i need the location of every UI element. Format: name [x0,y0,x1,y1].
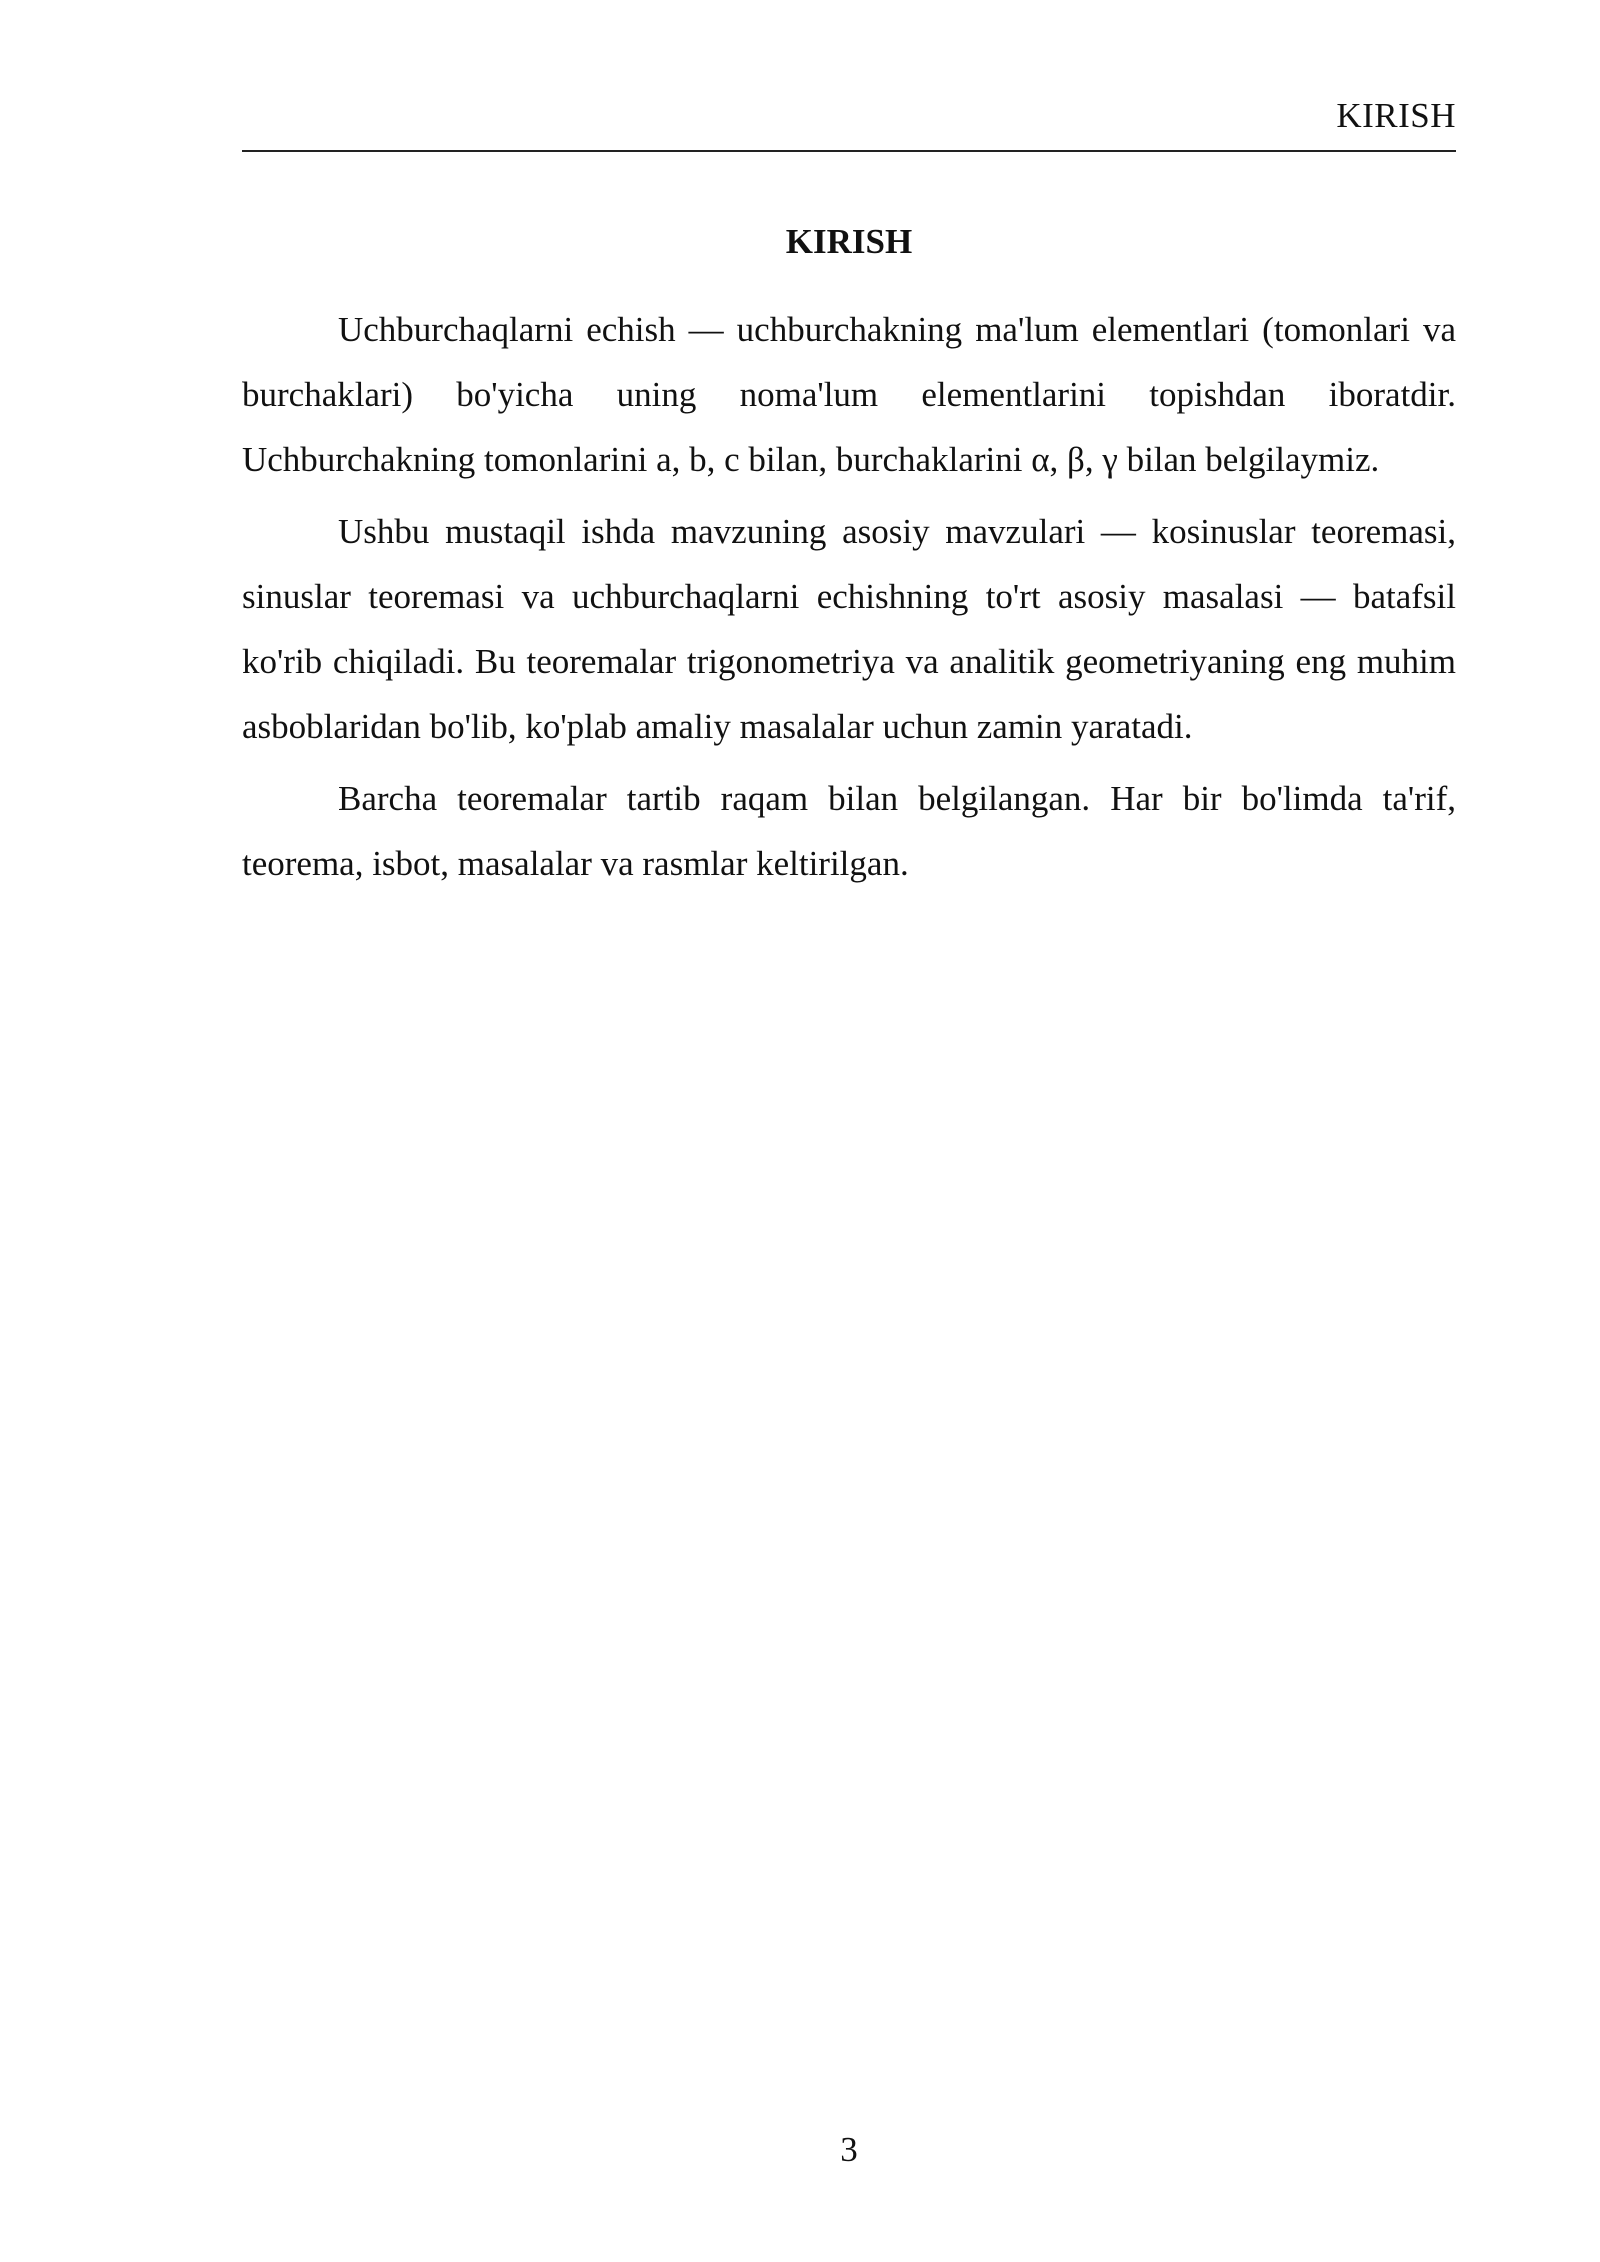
section-title: KIRISH [785,222,913,261]
paragraph-2: Ushbu mustaqil ishda mavzuning asosiy mavzulari — kosinuslar teoremasi, sinuslar teoremasi va uchburchaqlarni echishning to'rt asosiy masalasi — batafsil ko'rib chiqiladi. Bu teoremalar trigonometriya va analitik geometriyaning eng muhim asboblaridan bo'lib, ko'plab amaliy masalalar uchun zamin yaratadi. [242,512,1456,746]
section-body [242,297,1456,903]
paragraph-3: Barcha teoremalar tartib raqam bilan belgilangan. Har bir bo'limda ta'rif, teorema, isbot, masalalar va rasmlar keltirilgan. [242,779,1456,883]
page-number: 3 [840,2130,858,2169]
running-header [242,94,1456,152]
running-header-title: KIRISH [1336,96,1456,135]
paragraph-1: Uchburchaqlarni echish — uchburchakning ma'lum elementlari (tomonlari va burchaklari) bo'yicha uning noma'lum elementlarini topishdan iboratdir. Uchburchakning tomonlarini a, b, c bilan, burchaklarini α, β, γ bilan belgilaymiz. [242,310,1456,479]
